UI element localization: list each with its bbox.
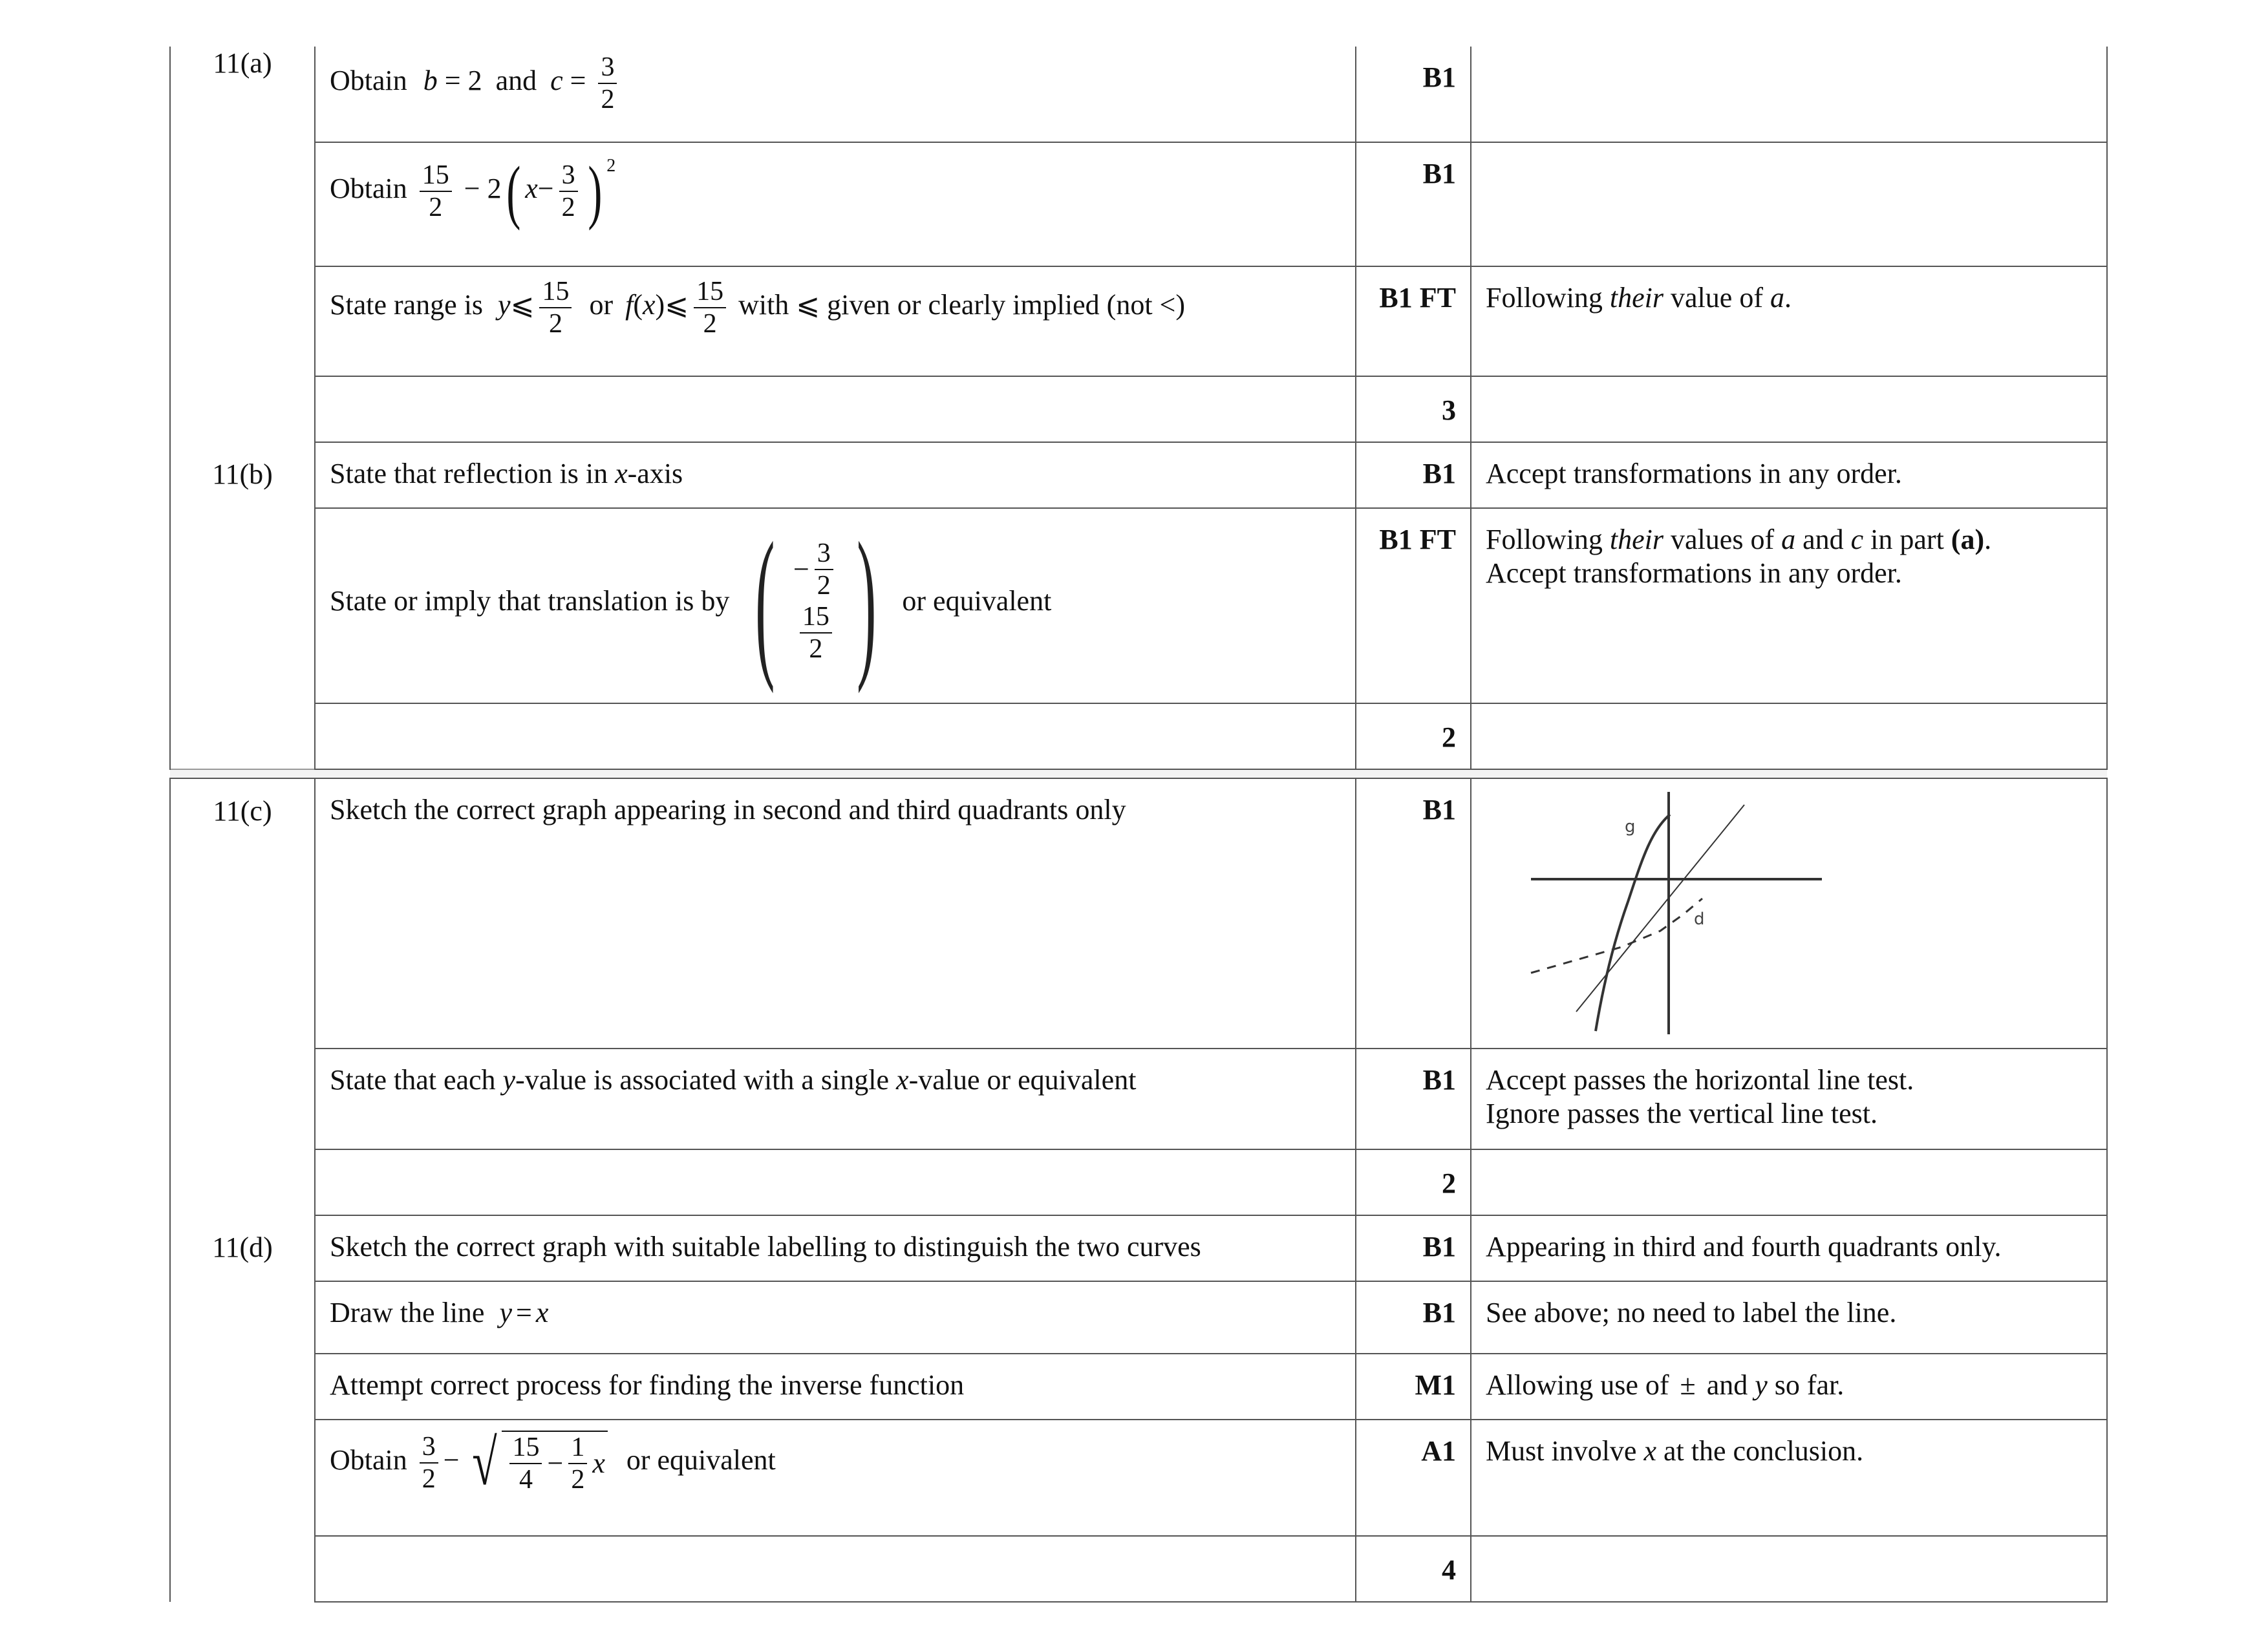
table-row xyxy=(170,508,2107,703)
table-row xyxy=(170,1049,2107,1149)
square-root xyxy=(467,1427,608,1498)
table-row-total xyxy=(170,1536,2107,1602)
guidance-text: at the conclusion. xyxy=(1663,1435,1864,1467)
fraction xyxy=(509,1432,542,1495)
math-var: c xyxy=(1850,524,1864,555)
guidance-text: Accept passes the horizontal line test. xyxy=(1486,1064,1914,1096)
answer-cell: Attempt correct process for finding the inverse function xyxy=(315,1354,1356,1420)
page-break-separator xyxy=(170,769,2107,778)
mark-scheme-table xyxy=(169,47,2108,1603)
answer-cell xyxy=(315,1149,1356,1215)
answer-cell xyxy=(315,142,1356,266)
numerator: 3 xyxy=(559,160,578,192)
answer-text: State that reflection is in xyxy=(330,458,608,489)
answer-cell: Sketch the correct graph appearing in second and third quadrants only xyxy=(315,778,1356,1049)
denominator: 2 xyxy=(548,309,562,339)
vector-entries xyxy=(793,538,839,665)
math-op: = xyxy=(570,65,586,97)
table-row-total xyxy=(170,703,2107,769)
answer-text: State or imply that translation is by xyxy=(330,585,730,617)
math-var: x xyxy=(615,458,628,489)
question-number: 11(c) xyxy=(170,778,315,1215)
math-op: − 2 xyxy=(464,173,502,205)
sketch-line-y-eq-x xyxy=(1576,805,1744,1012)
fraction xyxy=(559,160,578,223)
math-var: x xyxy=(643,289,656,321)
mark-cell: A1 xyxy=(1356,1420,1471,1536)
math-var: b xyxy=(423,65,438,97)
numerator: 15 xyxy=(800,601,832,634)
math-var: y xyxy=(1755,1369,1768,1401)
guidance-text: . xyxy=(1984,524,1992,555)
table-row xyxy=(170,1281,2107,1354)
guidance-cell xyxy=(1471,703,2107,769)
guidance-text: value of xyxy=(1671,282,1763,314)
bracket-right: ) xyxy=(856,508,877,694)
table-row xyxy=(170,1354,2107,1420)
guidance-cell: Accept transformations in any order. xyxy=(1471,442,2107,508)
mark-cell: B1 xyxy=(1356,47,1471,142)
guidance-text: Must involve xyxy=(1486,1435,1637,1467)
total-mark: 2 xyxy=(1356,703,1471,769)
separator-band xyxy=(170,769,2107,778)
answer-cell: State range is y⩽ $\frac{15}{2}$ or f(x)⩽ $\frac{15}{2}$ with ⩽ given or clearly implied (not <) xyxy=(315,266,1356,376)
numerator: 15 xyxy=(420,160,452,192)
denominator: 2 xyxy=(809,634,823,664)
numerator: 1 xyxy=(568,1432,587,1464)
answer-text: -axis xyxy=(627,458,683,489)
math-op: = 2 xyxy=(444,65,482,97)
guidance-emph: their xyxy=(1609,524,1664,555)
question-number: 11(a) xyxy=(170,47,315,442)
answer-cell xyxy=(315,508,1356,703)
mark-cell: B1 xyxy=(1356,1049,1471,1149)
sketch-graph-image xyxy=(1524,785,1835,1038)
math-op: − xyxy=(443,1444,460,1476)
table-row-total xyxy=(170,1149,2107,1215)
denominator: 2 xyxy=(429,193,443,222)
mark-cell: B1 xyxy=(1356,1215,1471,1281)
fraction xyxy=(694,276,726,339)
answer-cell xyxy=(315,376,1356,442)
guidance-text: and xyxy=(1803,524,1844,555)
question-number: 11(b) xyxy=(170,442,315,769)
denominator: 4 xyxy=(519,1465,533,1495)
math-var: x xyxy=(525,173,538,205)
denominator: 2 xyxy=(561,193,575,222)
numerator: 15 xyxy=(539,276,572,308)
answer-cell: Sketch the correct graph with suitable labelling to distinguish the two curves xyxy=(315,1215,1356,1281)
denominator: 2 xyxy=(703,309,717,339)
mark-cell: B1 FT xyxy=(1356,266,1471,376)
sketch-label-g: g xyxy=(1625,817,1636,836)
answer-cell xyxy=(315,703,1356,769)
math-var: c xyxy=(550,65,563,97)
guidance-cell xyxy=(1471,142,2107,266)
answer-text: with ⩽ given or clearly implied (not <) xyxy=(738,289,1186,321)
guidance-text: Following xyxy=(1486,282,1603,314)
guidance-cell xyxy=(1471,1354,2107,1420)
numerator: 3 xyxy=(598,52,617,84)
guidance-text: Accept transformations in any order. xyxy=(1486,557,1902,589)
math-var: x xyxy=(592,1447,605,1479)
math-var: x xyxy=(535,1297,549,1328)
answer-text: -value or equivalent xyxy=(908,1064,1137,1096)
guidance-cell xyxy=(1471,1420,2107,1536)
numerator: 15 xyxy=(509,1432,542,1464)
math-op: ⩽ xyxy=(665,289,689,321)
radical-sign: √ xyxy=(471,1427,497,1498)
guidance-text: so far. xyxy=(1774,1369,1845,1401)
sketch-curve-g xyxy=(1596,815,1670,1031)
answer-text: or xyxy=(589,289,614,321)
fraction xyxy=(568,1432,587,1495)
math-var: f xyxy=(625,289,634,321)
numerator: 15 xyxy=(694,276,726,308)
guidance-cell xyxy=(1471,266,2107,376)
math-var: a xyxy=(1770,282,1784,314)
guidance-cell xyxy=(1471,47,2107,142)
answer-text: or equivalent xyxy=(626,1444,776,1476)
numerator: 3 xyxy=(420,1431,438,1464)
exponent: 2 xyxy=(606,156,616,176)
denominator: 2 xyxy=(422,1464,436,1494)
math-var: a xyxy=(1781,524,1796,555)
paren-right: ) xyxy=(587,152,602,231)
table-row xyxy=(170,778,2107,1049)
math-var: x xyxy=(896,1064,909,1096)
guidance-text: Allowing use of xyxy=(1486,1369,1669,1401)
fraction xyxy=(420,1431,438,1495)
answer-cell xyxy=(315,1049,1356,1149)
denominator: 2 xyxy=(571,1465,585,1495)
column-vector xyxy=(737,508,894,694)
guidance-cell: See above; no need to label the line. xyxy=(1471,1281,2107,1354)
mark-cell: B1 FT xyxy=(1356,508,1471,703)
guidance-cell xyxy=(1471,1536,2107,1602)
math-op: = xyxy=(516,1297,532,1328)
answer-text: or equivalent xyxy=(902,585,1052,617)
answer-cell xyxy=(315,47,1356,142)
guidance-cell xyxy=(1471,778,2107,1049)
mark-cell: B1 xyxy=(1356,778,1471,1049)
fraction xyxy=(815,538,833,601)
table-row xyxy=(170,142,2107,266)
mark-cell: B1 xyxy=(1356,142,1471,266)
total-mark: 2 xyxy=(1356,1149,1471,1215)
denominator: 2 xyxy=(601,85,615,114)
guidance-cell xyxy=(1471,1049,2107,1149)
math-op: ⩽ xyxy=(510,289,535,321)
total-mark: 3 xyxy=(1356,376,1471,442)
guidance-emph: their xyxy=(1609,282,1664,314)
mark-cell: B1 xyxy=(1356,1281,1471,1354)
question-number: 11(d) xyxy=(170,1215,315,1602)
radicand xyxy=(502,1431,607,1495)
math-var: y xyxy=(499,1297,512,1328)
paren-left: ( xyxy=(506,152,520,231)
math-op: − xyxy=(547,1447,564,1479)
numerator: 3 xyxy=(815,538,833,570)
bracket-left: ( xyxy=(755,508,775,694)
answer-text: Draw the line xyxy=(330,1297,485,1328)
answer-cell xyxy=(315,1281,1356,1354)
table-row xyxy=(170,442,2107,508)
answer-cell xyxy=(315,442,1356,508)
mark-cell: B1 xyxy=(1356,442,1471,508)
guidance-text: values of xyxy=(1671,524,1775,555)
table-row xyxy=(170,1420,2107,1536)
table-row xyxy=(170,1215,2107,1281)
math-var: x xyxy=(1643,1435,1656,1467)
sketch-label-d: d xyxy=(1694,910,1705,929)
answer-cell xyxy=(315,1536,1356,1602)
guidance-text: Following xyxy=(1486,524,1603,555)
mark-cell: M1 xyxy=(1356,1354,1471,1420)
math-var: y xyxy=(498,289,511,321)
table-row-total xyxy=(170,376,2107,442)
guidance-text: Ignore passes the vertical line test. xyxy=(1486,1098,1878,1129)
guidance-text: . xyxy=(1784,282,1792,314)
answer-text: State that each xyxy=(330,1064,496,1096)
table-row xyxy=(170,47,2107,142)
guidance-cell xyxy=(1471,508,2107,703)
answer-text: Obtain xyxy=(330,1444,407,1476)
guidance-cell xyxy=(1471,1149,2107,1215)
answer-text: Obtain xyxy=(330,65,407,97)
guidance-text: and xyxy=(1706,1369,1748,1401)
denominator: 2 xyxy=(817,571,831,601)
answer-text: Obtain xyxy=(330,173,407,205)
fraction xyxy=(539,276,572,339)
part-ref: (a) xyxy=(1951,524,1985,555)
guidance-text: in part xyxy=(1870,524,1944,555)
answer-text: and xyxy=(495,65,537,97)
math-op: − xyxy=(537,173,554,205)
fraction xyxy=(800,601,832,665)
answer-text: State range is xyxy=(330,289,484,321)
total-mark: 4 xyxy=(1356,1536,1471,1602)
math-var: y xyxy=(502,1064,516,1096)
answer-text: -value is associated with a single xyxy=(515,1064,890,1096)
guidance-cell xyxy=(1471,376,2107,442)
fraction xyxy=(420,160,452,223)
math-op: ± xyxy=(1680,1369,1696,1401)
guidance-cell: Appearing in third and fourth quadrants only. xyxy=(1471,1215,2107,1281)
answer-cell xyxy=(315,1420,1356,1536)
fraction xyxy=(598,52,617,115)
table-row xyxy=(170,266,2107,376)
math-op: − xyxy=(793,553,809,585)
